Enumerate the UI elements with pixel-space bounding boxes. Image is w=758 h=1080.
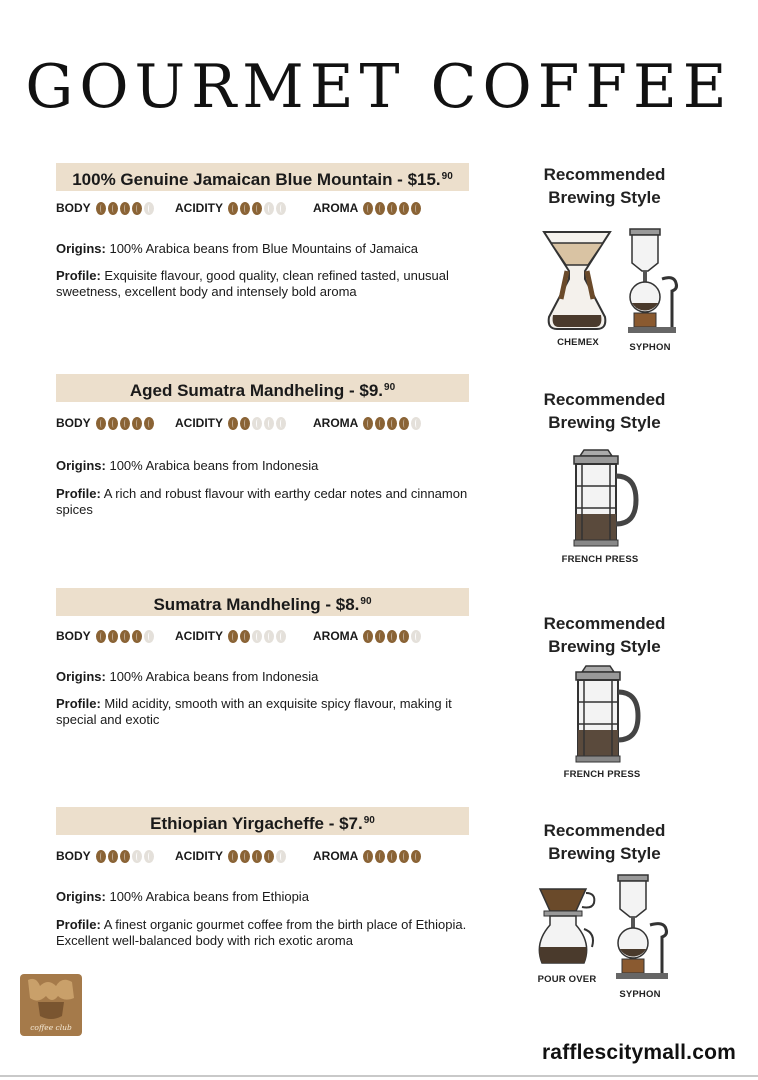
coffee-bean-filled-icon — [399, 417, 409, 430]
coffee-bean-filled-icon — [240, 417, 250, 430]
body-rating — [56, 415, 154, 431]
coffee-bean-filled-icon — [375, 202, 385, 215]
coffee-bean-filled-icon — [228, 630, 238, 643]
equipment-label: FRENCH PRESS — [561, 554, 639, 565]
coffee-bean-empty-icon — [276, 202, 286, 215]
body-beans — [96, 850, 154, 863]
origins-text — [56, 669, 476, 685]
coffee-bean-filled-icon — [363, 417, 373, 430]
coffee-bean-filled-icon — [228, 850, 238, 863]
coffee-bean-empty-icon — [252, 630, 262, 643]
coffee-item — [0, 374, 758, 574]
french-press-icon — [570, 664, 642, 766]
coffee-item — [0, 163, 758, 363]
origins-value: 100% Arabica beans from Ethiopia — [109, 889, 309, 904]
coffee-bean-filled-icon — [375, 850, 385, 863]
brew-heading-line2: Brewing Style — [548, 844, 661, 863]
aroma-beans — [363, 202, 421, 215]
coffee-club-logo — [18, 972, 84, 1038]
coffee-bean-empty-icon — [264, 202, 274, 215]
coffee-bean-filled-icon — [108, 202, 118, 215]
acidity-label: ACIDITY — [175, 201, 223, 215]
body-label: BODY — [56, 629, 91, 643]
coffee-bean-empty-icon — [252, 417, 262, 430]
coffee-item — [0, 807, 758, 1007]
origins-label: Origins: — [56, 669, 106, 684]
body-label: BODY — [56, 416, 91, 430]
aroma-rating — [313, 628, 421, 644]
aroma-label: AROMA — [313, 629, 359, 643]
brewing-style-heading — [512, 388, 697, 434]
equipment-label: CHEMEX — [557, 337, 599, 348]
brew-heading-line2: Brewing Style — [548, 637, 661, 656]
coffee-bean-empty-icon — [276, 417, 286, 430]
coffee-bean-filled-icon — [387, 630, 397, 643]
coffee-bean-filled-icon — [240, 202, 250, 215]
acidity-rating — [175, 628, 286, 644]
equipment-label: SYPHON — [629, 342, 671, 353]
divider — [0, 1075, 758, 1077]
coffee-bean-filled-icon — [375, 630, 385, 643]
origins-value: 100% Arabica beans from Blue Mountains of Jamaica — [109, 241, 419, 256]
coffee-title-bar — [56, 807, 469, 835]
coffee-price-cents: 90 — [363, 815, 375, 826]
coffee-bean-empty-icon — [276, 850, 286, 863]
profile-text — [56, 486, 476, 518]
profile-value: A rich and robust flavour with earthy cedar notes and cinnamon spices — [56, 486, 468, 517]
brew-heading-line2: Brewing Style — [548, 413, 661, 432]
coffee-bean-empty-icon — [264, 630, 274, 643]
coffee-bean-empty-icon — [144, 850, 154, 863]
equipment-label: FRENCH PRESS — [563, 769, 641, 780]
coffee-bean-filled-icon — [411, 850, 421, 863]
coffee-bean-filled-icon — [411, 202, 421, 215]
syphon-icon — [612, 873, 674, 985]
coffee-bean-filled-icon — [108, 417, 118, 430]
coffee-bean-filled-icon — [387, 850, 397, 863]
brew-heading-line1: Recommended — [543, 821, 666, 840]
acidity-label: ACIDITY — [175, 629, 223, 643]
coffee-bean-filled-icon — [120, 630, 130, 643]
acidity-rating — [175, 200, 286, 216]
body-rating — [56, 628, 154, 644]
profile-label: Profile: — [56, 917, 101, 932]
coffee-bean-filled-icon — [228, 202, 238, 215]
aroma-rating — [313, 200, 421, 216]
brewing-style-heading — [512, 819, 697, 865]
ratings-row — [56, 848, 476, 864]
origins-label: Origins: — [56, 889, 106, 904]
body-beans — [96, 630, 154, 643]
profile-label: Profile: — [56, 268, 101, 283]
brew-heading-line1: Recommended — [543, 390, 666, 409]
origins-value: 100% Arabica beans from Indonesia — [109, 669, 319, 684]
ratings-row — [56, 415, 476, 431]
coffee-bean-filled-icon — [96, 202, 106, 215]
coffee-name: Sumatra Mandheling - $8. — [153, 595, 360, 614]
french-press-icon — [568, 448, 640, 550]
brew-heading-line1: Recommended — [543, 165, 666, 184]
coffee-price-cents: 90 — [384, 382, 396, 393]
aroma-beans — [363, 630, 421, 643]
ratings-row — [56, 628, 476, 644]
aroma-label: AROMA — [313, 201, 359, 215]
coffee-bean-empty-icon — [264, 417, 274, 430]
body-rating — [56, 200, 154, 216]
origins-text — [56, 458, 476, 474]
aroma-rating — [313, 415, 421, 431]
coffee-bean-filled-icon — [387, 417, 397, 430]
profile-label: Profile: — [56, 696, 101, 711]
coffee-bean-filled-icon — [108, 850, 118, 863]
coffee-bean-empty-icon — [132, 850, 142, 863]
acidity-beans — [228, 417, 286, 430]
origins-value: 100% Arabica beans from Indonesia — [109, 458, 319, 473]
coffee-bean-filled-icon — [363, 630, 373, 643]
coffee-title-bar — [56, 163, 469, 191]
coffee-bean-filled-icon — [96, 850, 106, 863]
profile-text — [56, 696, 476, 728]
coffee-bean-empty-icon — [411, 417, 421, 430]
aroma-beans — [363, 417, 421, 430]
equipment-label: SYPHON — [619, 989, 661, 1000]
coffee-title-bar — [56, 374, 469, 402]
logo-text: coffee club — [30, 1023, 72, 1032]
acidity-label: ACIDITY — [175, 849, 223, 863]
acidity-beans — [228, 202, 286, 215]
coffee-bean-empty-icon — [144, 630, 154, 643]
ratings-row — [56, 200, 476, 216]
coffee-bean-empty-icon — [144, 202, 154, 215]
coffee-title-bar — [56, 588, 469, 616]
brewing-style-heading — [512, 163, 697, 209]
coffee-bean-filled-icon — [132, 630, 142, 643]
equipment-label: POUR OVER — [537, 974, 597, 985]
coffee-bean-filled-icon — [252, 202, 262, 215]
brewing-style-heading — [512, 612, 697, 658]
aroma-beans — [363, 850, 421, 863]
coffee-bean-filled-icon — [399, 850, 409, 863]
acidity-beans — [228, 850, 286, 863]
origins-label: Origins: — [56, 458, 106, 473]
coffee-bean-filled-icon — [144, 417, 154, 430]
acidity-beans — [228, 630, 286, 643]
coffee-name: 100% Genuine Jamaican Blue Mountain - $15. — [72, 170, 441, 189]
coffee-bean-filled-icon — [399, 630, 409, 643]
coffee-name: Ethiopian Yirgacheffe - $7. — [150, 814, 363, 833]
coffee-bean-filled-icon — [108, 630, 118, 643]
coffee-bean-filled-icon — [240, 630, 250, 643]
syphon-icon — [626, 227, 682, 337]
aroma-label: AROMA — [313, 416, 359, 430]
origins-text — [56, 889, 476, 905]
origins-label: Origins: — [56, 241, 106, 256]
aroma-label: AROMA — [313, 849, 359, 863]
profile-value: A finest organic gourmet coffee from the birth place of Ethiopia. Excellent well-balanced body with rich exotic aroma — [56, 917, 467, 948]
coffee-bean-empty-icon — [411, 630, 421, 643]
coffee-bean-filled-icon — [252, 850, 262, 863]
coffee-bean-empty-icon — [276, 630, 286, 643]
aroma-rating — [313, 848, 421, 864]
coffee-bean-filled-icon — [120, 202, 130, 215]
coffee-bean-filled-icon — [120, 417, 130, 430]
coffee-bean-filled-icon — [228, 417, 238, 430]
coffee-bean-filled-icon — [399, 202, 409, 215]
coffee-bean-filled-icon — [132, 202, 142, 215]
coffee-bean-filled-icon — [375, 417, 385, 430]
profile-value: Exquisite flavour, good quality, clean refined tasted, unusual sweetness, excellent body and intensely bold aroma — [56, 268, 449, 299]
origins-text — [56, 241, 476, 257]
coffee-price-cents: 90 — [441, 171, 453, 182]
coffee-bean-filled-icon — [363, 202, 373, 215]
coffee-bean-filled-icon — [240, 850, 250, 863]
acidity-label: ACIDITY — [175, 416, 223, 430]
coffee-bean-filled-icon — [363, 850, 373, 863]
body-label: BODY — [56, 201, 91, 215]
profile-value: Mild acidity, smooth with an exquisite spicy flavour, making it special and exotic — [56, 696, 452, 727]
coffee-bean-filled-icon — [132, 417, 142, 430]
coffee-bean-filled-icon — [264, 850, 274, 863]
chemex-icon — [541, 229, 613, 333]
body-beans — [96, 417, 154, 430]
coffee-bean-filled-icon — [96, 417, 106, 430]
acidity-rating — [175, 415, 286, 431]
coffee-price-cents: 90 — [360, 596, 372, 607]
brew-heading-line1: Recommended — [543, 614, 666, 633]
coffee-bean-filled-icon — [120, 850, 130, 863]
acidity-rating — [175, 848, 286, 864]
page-title: GOURMET COFFEE — [25, 52, 733, 122]
coffee-name: Aged Sumatra Mandheling - $9. — [129, 381, 384, 400]
coffee-bean-filled-icon — [387, 202, 397, 215]
body-beans — [96, 202, 154, 215]
coffee-item — [0, 588, 758, 788]
body-label: BODY — [56, 849, 91, 863]
coffee-bean-filled-icon — [96, 630, 106, 643]
brew-heading-line2: Brewing Style — [548, 188, 661, 207]
website-link[interactable]: rafflescitymall.com — [541, 1041, 736, 1064]
body-rating — [56, 848, 154, 864]
profile-text — [56, 917, 476, 949]
pour-over-icon — [536, 885, 598, 969]
profile-text — [56, 268, 476, 300]
profile-label: Profile: — [56, 486, 101, 501]
